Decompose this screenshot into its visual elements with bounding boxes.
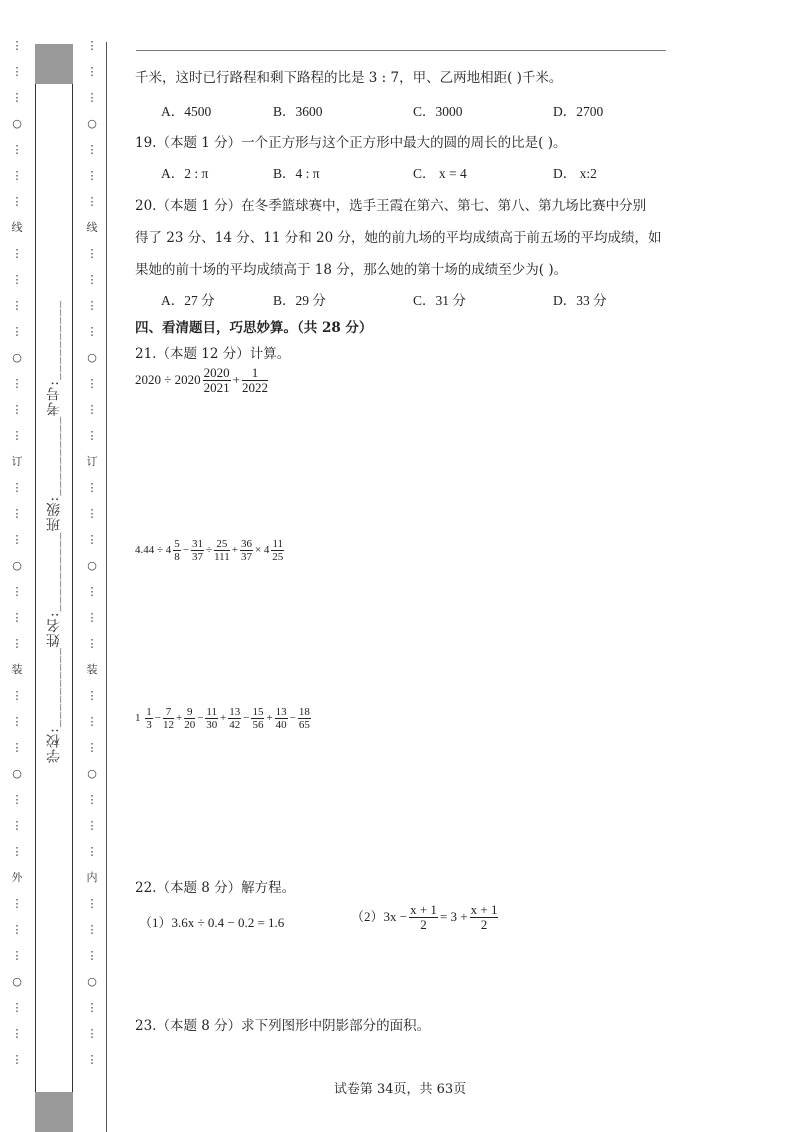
margin-glyph-outer-7: 线 [11, 221, 23, 234]
margin-glyph-outer-18: ⋮ [11, 507, 23, 520]
margin-glyph-inner-1: ⋮ [86, 65, 98, 78]
margin-glyph-inner-26: ⋮ [86, 715, 98, 728]
q19-option-a: A．2 : π [161, 166, 209, 181]
margin-glyph-outer-37: ⋮ [11, 1001, 23, 1014]
margin-glyph-inner-28: ○ [87, 767, 97, 780]
expr3-operator: − [197, 712, 204, 725]
margin-glyph-inner-20: ○ [87, 559, 97, 572]
expr3-fraction: $\frac{15}{56}$ [252, 706, 264, 732]
margin-glyph-inner-36: ○ [87, 975, 97, 988]
q18-text: 千米，这时已行路程和剩下路程的比是 3 : 7，甲、乙两地相距( )千米。 [135, 70, 563, 86]
margin-glyph-outer-17: ⋮ [11, 481, 23, 494]
margin-glyph-inner-29: ⋮ [86, 793, 98, 806]
margin-glyph-outer-30: ⋮ [11, 819, 23, 832]
q21-expression-1: 2020 ÷ 2020 $\frac{2020}{2021}$ + $\frac{1}{2022}$ [135, 365, 268, 396]
q18-option-c: C．3000 [413, 104, 463, 119]
margin-glyph-inner-0: ⋮ [86, 39, 98, 52]
q20-option-d: D．33 分 [553, 293, 607, 308]
q21-expression-2: 4.44 ÷ 4 $\frac{5}{8}$ − $\frac{31}{37}$ ÷ $\frac{25}{111}$ + $\frac{36}{37}$ × 4 $\frac{11}{25}$ [135, 538, 284, 564]
margin-glyph-outer-13: ⋮ [11, 377, 23, 390]
margin-glyph-outer-29: ⋮ [11, 793, 23, 806]
page-footer: 试卷第 34页，共 63页 [333, 1082, 467, 1097]
margin-glyph-outer-10: ⋮ [11, 299, 23, 312]
margin-glyph-inner-13: ⋮ [86, 377, 98, 390]
margin-glyph-inner-25: ⋮ [86, 689, 98, 702]
content-border-line [106, 42, 107, 1132]
margin-glyph-inner-14: ⋮ [86, 403, 98, 416]
margin-glyph-outer-35: ⋮ [11, 949, 23, 962]
q19-text: 19.（本题 1 分）一个正方形与这个正方形中最大的圆的周长的比是( )。 [135, 135, 567, 151]
margin-glyph-inner-8: ⋮ [86, 247, 98, 260]
margin-glyph-outer-6: ⋮ [11, 195, 23, 208]
expr3-fraction: $\frac{18}{65}$ [298, 706, 310, 732]
expr3-fraction: $\frac{1}{3}$ [146, 706, 152, 732]
header-rule [136, 50, 666, 51]
margin-glyph-outer-4: ⋮ [11, 143, 23, 156]
margin-glyph-outer-15: ⋮ [11, 429, 23, 442]
expr3-fraction: $\frac{7}{12}$ [162, 706, 174, 732]
q19-option-b: B．4 : π [273, 166, 320, 181]
q20-option-a: A．27 分 [161, 293, 215, 308]
margin-glyph-outer-32: 外 [11, 871, 23, 884]
margin-glyph-inner-30: ⋮ [86, 819, 98, 832]
margin-glyph-outer-36: ○ [12, 975, 22, 988]
margin-glyph-outer-26: ⋮ [11, 715, 23, 728]
margin-glyph-inner-4: ⋮ [86, 143, 98, 156]
expr3-fraction: $\frac{13}{40}$ [275, 706, 287, 732]
q18-option-b: B．3600 [273, 104, 323, 119]
margin-glyph-inner-11: ⋮ [86, 325, 98, 338]
margin-glyph-outer-20: ○ [12, 559, 22, 572]
margin-glyph-outer-12: ○ [12, 351, 22, 364]
q20-option-c: C．31 分 [413, 293, 466, 308]
expr3-fraction: $\frac{9}{20}$ [184, 706, 196, 732]
binding-margin-outer [8, 40, 26, 1080]
q20-option-b: B．29 分 [273, 293, 326, 308]
q19-option-d: D． x:2 [553, 166, 597, 181]
margin-glyph-inner-5: ⋮ [86, 169, 98, 182]
margin-glyph-inner-16: 订 [86, 455, 98, 468]
margin-glyph-inner-39: ⋮ [86, 1053, 98, 1066]
q22-part-2: （2）3x − $\frac{x + 1}{2}$ = 3 + $\frac{x + 1}{2}$ [351, 902, 498, 933]
section-4-heading: 四、看清题目，巧思妙算。（共 28 分） [135, 320, 373, 336]
margin-glyph-inner-9: ⋮ [86, 273, 98, 286]
q20-line2: 得了 23 分、14 分、11 分和 20 分，她的前九场的平均成绩高于前五场的平均成绩，如 [135, 230, 662, 246]
margin-glyph-inner-35: ⋮ [86, 949, 98, 962]
margin-glyph-inner-3: ○ [87, 117, 97, 130]
margin-glyph-inner-32: 内 [86, 871, 98, 884]
expr3-operator: − [154, 712, 161, 725]
binding-margin-inner [83, 40, 101, 1080]
margin-glyph-inner-2: ⋮ [86, 91, 98, 104]
margin-glyph-inner-18: ⋮ [86, 507, 98, 520]
margin-glyph-inner-31: ⋮ [86, 845, 98, 858]
margin-glyph-outer-23: ⋮ [11, 637, 23, 650]
q20-line1: 20.（本题 1 分）在冬季篮球赛中，选手王霞在第六、第七、第八、第九场比赛中分别 [135, 198, 647, 214]
margin-glyph-outer-5: ⋮ [11, 169, 23, 182]
q19-option-c: C． x = 4 [413, 166, 467, 181]
margin-glyph-outer-2: ⋮ [11, 91, 23, 104]
margin-glyph-outer-33: ⋮ [11, 897, 23, 910]
margin-glyph-outer-19: ⋮ [11, 533, 23, 546]
student-info-fields: 学校:__________姓名:__________班级:__________考号:__________ [46, 300, 62, 763]
q21-expression-3: 1 $\frac{1}{3}$ − $\frac{7}{12}$ + $\frac{9}{20}$ − $\frac{11}{30}$ + $\frac{13}{42}$ − $\frac{15}{56}$ + $\frac{13}{40}$ − $\frac{18}{65}$ [135, 706, 310, 732]
margin-glyph-inner-38: ⋮ [86, 1027, 98, 1040]
expr3-operator: + [266, 712, 273, 725]
margin-glyph-inner-22: ⋮ [86, 611, 98, 624]
q22-part-1: （1）3.6x ÷ 0.4 − 0.2 = 1.6 [139, 915, 285, 930]
margin-glyph-inner-17: ⋮ [86, 481, 98, 494]
margin-glyph-outer-22: ⋮ [11, 611, 23, 624]
q23-text: 23.（本题 8 分）求下列图形中阴影部分的面积。 [135, 1018, 431, 1034]
expr3-operator: − [289, 712, 296, 725]
margin-glyph-outer-28: ○ [12, 767, 22, 780]
gray-band-bottom [35, 1092, 73, 1132]
expr3-operator: − [243, 712, 250, 725]
margin-glyph-outer-34: ⋮ [11, 923, 23, 936]
margin-glyph-outer-14: ⋮ [11, 403, 23, 416]
margin-glyph-outer-21: ⋮ [11, 585, 23, 598]
margin-glyph-outer-11: ⋮ [11, 325, 23, 338]
gray-band-top [35, 44, 73, 84]
expr3-operator: + [220, 712, 227, 725]
margin-glyph-inner-33: ⋮ [86, 897, 98, 910]
margin-glyph-outer-9: ⋮ [11, 273, 23, 286]
margin-glyph-outer-27: ⋮ [11, 741, 23, 754]
expr3-fraction: $\frac{13}{42}$ [229, 706, 241, 732]
margin-glyph-outer-39: ⋮ [11, 1053, 23, 1066]
expr3-operator: + [175, 712, 183, 725]
margin-glyph-inner-15: ⋮ [86, 429, 98, 442]
q18-option-a: A．4500 [161, 104, 212, 119]
margin-glyph-inner-21: ⋮ [86, 585, 98, 598]
expr3-fraction: $\frac{11}{30}$ [206, 706, 218, 732]
margin-glyph-inner-37: ⋮ [86, 1001, 98, 1014]
margin-glyph-outer-3: ○ [12, 117, 22, 130]
margin-glyph-inner-24: 装 [86, 663, 98, 676]
q20-line3: 果她的前十场的平均成绩高于 18 分，那么她的第十场的成绩至少为( )。 [135, 262, 568, 278]
margin-glyph-outer-16: 订 [11, 455, 23, 468]
q22-text: 22.（本题 8 分）解方程。 [135, 880, 296, 896]
margin-glyph-outer-38: ⋮ [11, 1027, 23, 1040]
margin-glyph-inner-19: ⋮ [86, 533, 98, 546]
margin-glyph-outer-25: ⋮ [11, 689, 23, 702]
margin-glyph-inner-10: ⋮ [86, 299, 98, 312]
margin-glyph-outer-24: 装 [11, 663, 23, 676]
margin-glyph-inner-23: ⋮ [86, 637, 98, 650]
margin-glyph-inner-7: 线 [86, 221, 98, 234]
margin-glyph-inner-6: ⋮ [86, 195, 98, 208]
margin-glyph-inner-12: ○ [87, 351, 97, 364]
q18-option-d: D．2700 [553, 104, 604, 119]
margin-glyph-outer-8: ⋮ [11, 247, 23, 260]
margin-glyph-outer-1: ⋮ [11, 65, 23, 78]
margin-glyph-outer-0: ⋮ [11, 39, 23, 52]
margin-glyph-inner-27: ⋮ [86, 741, 98, 754]
margin-glyph-outer-31: ⋮ [11, 845, 23, 858]
q21-text: 21.（本题 12 分）计算。 [135, 346, 291, 362]
margin-glyph-inner-34: ⋮ [86, 923, 98, 936]
